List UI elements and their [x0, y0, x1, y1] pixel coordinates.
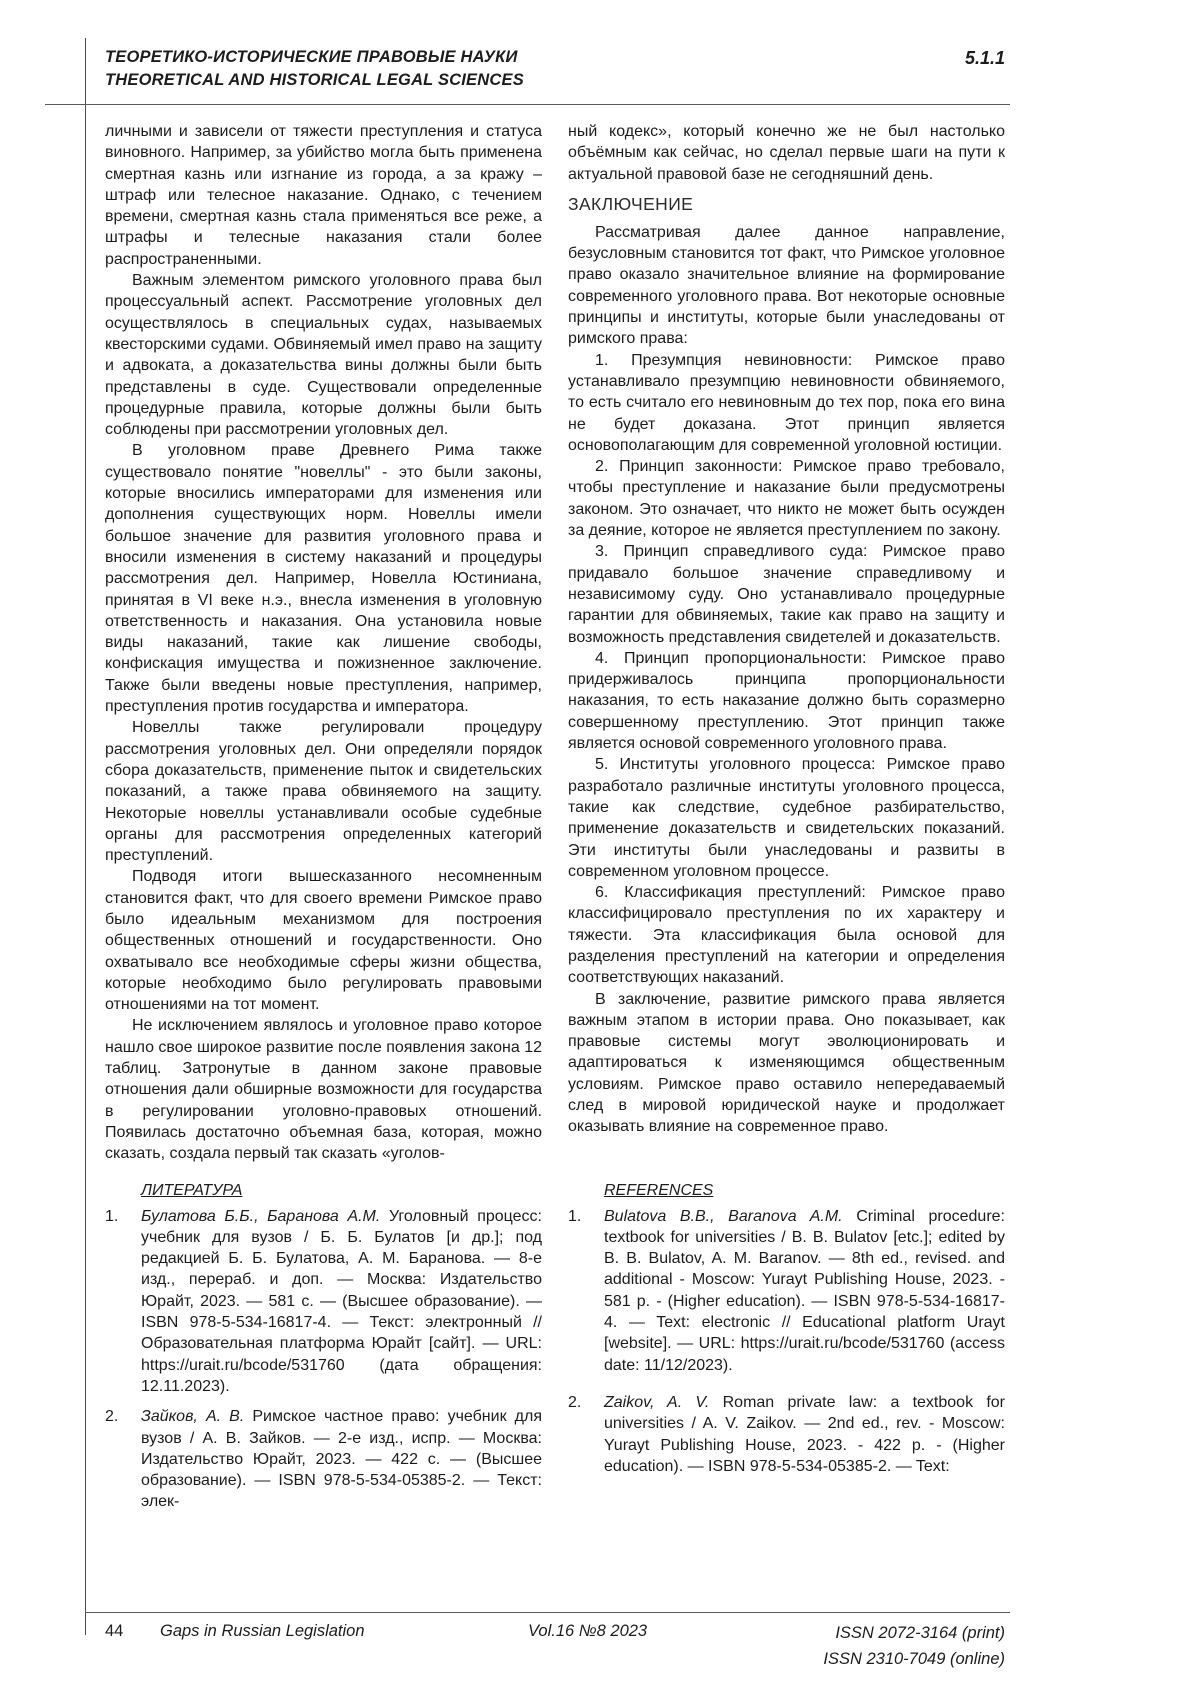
article-columns	[105, 121, 1005, 1165]
header-rule	[45, 104, 1010, 105]
paragraph: 1. Презумпция невиновности: Римское право устанавливало презумпцию невиновности обвиняемого, то есть считало его невиновным до тех пор, пока его вина не будет доказана. Этот принцип является основополагающим для современной уголовной юстиции.	[568, 351, 1005, 454]
ref-text	[141, 1406, 542, 1512]
left-column	[105, 121, 542, 1165]
section-title-en: THEORETICAL AND HISTORICAL LEGAL SCIENCES	[105, 71, 524, 89]
paragraph: ный кодекс», который конечно же не был настолько объёмным как сейчас, но сделал первые шаги на пути к актуальной правовой базе не сегодняшний день.	[568, 123, 1005, 183]
paragraph: В заключение, развитие римского права является важным этапом в истории права. Оно показывает, как правовые системы могут эволюционировать и адаптироваться к изменяющимся общественным условиям. Римское право оставило непередаваемый след в мировой юридической науке и продолжает оказывать влияние на современное право.	[568, 990, 1005, 1136]
ref-description: Римское частное право: учебник для вузов / А. В. Зайков. — 2-е изд., испр. — Москва: Издательство Юрайт, 2023. — 422 с. — (Высшее образование). — ISBN 978-5-534-05385-2. — Текст: элек-	[141, 1408, 542, 1511]
paragraph: Важным элементом римского уголовного права был процессуальный аспект. Рассмотрение уголовных дел осуществлялось в специальных судах, называемых квесторскими судами. Обвиняемый имел право на защиту и адвоката, а доказательства вины должны были быть представлены в суде. Существовали определенные процедурные правила, которые должны были быть соблюдены при рассмотрении уголовных дел.	[105, 272, 542, 439]
ref-authors: Зайков, А. В.	[141, 1408, 245, 1426]
paragraph: 2. Принцип законности: Римское право требовало, чтобы преступление и наказание были предусмотрены законом. Это означает, что никто не может быть осужден за деяние, которое не является преступлением по закону.	[568, 458, 1005, 540]
literature-item	[105, 1406, 542, 1512]
ref-text	[604, 1206, 1005, 1376]
footer-rule	[85, 1612, 1010, 1613]
right-column	[568, 121, 1005, 1165]
journal-title: Gaps in Russian Legislation	[160, 1622, 365, 1640]
paragraph: 5. Институты уголовного процесса: Римское право разработало различные институты уголовного процесса, такие как следствие, судебное разбирательство, применение доказательств и свидетельских показаний. Эти институты были унаследованы и развиты в современном уголовном процессе.	[568, 756, 1005, 880]
paragraph: Рассматривая далее данное направление, безусловным становится тот факт, что Римское уголовное право оказало значительное влияние на формирование современного уголовного права. Вот некоторые основные принципы и институты, которые были унаследованы от римского права:	[568, 223, 1005, 348]
ref-text	[604, 1392, 1005, 1477]
issn-block	[823, 1620, 1005, 1672]
volume-info: Vol.16 №8 2023	[528, 1622, 648, 1640]
ref-description: Roman private law: a textbook for universities / A. V. Zaikov. — 2nd ed., rev. - Moscow: Yurayt Publishing House, 2023. - 422 p. - (Higher education). — ISBN 978-5-534-05385-2. — Text:	[604, 1393, 1006, 1475]
paragraph: 3. Принцип справедливого суда: Римское право придавало большое значение справедливому и независимому суду. Оно устанавливало процедурные гарантии для обвиняемых, такие как право на защиту и возможность представления свидетелей и доказательств.	[568, 543, 1005, 646]
literature-section	[105, 1182, 542, 1522]
section-code: 5.1.1	[964, 48, 1005, 68]
literature-item	[105, 1206, 542, 1398]
paragraph: Не исключением являлось и уголовное право которое нашло свое широкое развитие после появления закона 12 таблиц. Затронутые в данном законе правовые отношения дали обширные возможности для государства в регулировании уголовно-правовых отношений. Появилась достаточно объемная база, которая, можно сказать, создала первый так сказать «уголов-	[105, 1017, 542, 1163]
reference-item	[568, 1392, 1005, 1477]
ref-description: Criminal procedure: textbook for universities / B. B. Bulatov [etc.]; edited by B. B. Bulatov, A. M. Baranov. — 8th ed., revised. and additional - Moscow: Yurayt Publishing House, 2023. - 581 p. - (Higher education). — ISBN 978-5-534-16817-4. — Text: electronic // Educational platform Urayt [website]. — URL: https://urait.ru/bcode/531760 (access date: 11/12/2023).	[604, 1207, 1005, 1374]
ref-authors: Булатова Б.Б., Баранова А.М.	[141, 1207, 381, 1225]
ref-text	[141, 1206, 542, 1398]
paragraph: Подводя итоги вышесказанного несомненным становится факт, что для своего времени Римское право было идеальным механизмом для построения общественных отношений и государственности. Оно охватывало все необходимые сферы жизни общества, которые необходимо было регулировать правовыми отношениями на тот момент.	[105, 868, 542, 1014]
paragraph: личными и зависели от тяжести преступления и статуса виновного. Например, за убийство могла быть применена смертная казнь или изгнание из города, а за кражу – штраф или телесное наказание. Однако, с течением времени, смертная казнь стала применяться все реже, а штрафы и телесные наказания стали более распространенными.	[105, 123, 542, 268]
section-title-ru: ТЕОРЕТИКО-ИСТОРИЧЕСКИЕ ПРАВОВЫЕ НАУКИ	[105, 48, 518, 66]
paragraph: Новеллы также регулировали процедуру рассмотрения уголовных дел. Они определяли порядок сбора доказательств, применение пыток и свидетельских показаний, а также права обвиняемого на защиту. Некоторые новеллы устанавливали особые судебные органы для рассмотрения определенных категорий преступлений.	[105, 719, 542, 865]
references-heading: REFERENCES	[604, 1181, 714, 1199]
paragraph: 4. Принцип пропорциональности: Римское право придерживалось принципа пропорциональности наказания, то есть наказание должно быть соразмерно совершенному преступлению. Этот принцип также является основой современного уголовного права.	[568, 649, 1005, 753]
page-footer	[105, 1620, 1005, 1682]
page-number: 44	[105, 1622, 124, 1640]
reference-item	[568, 1206, 1005, 1376]
ref-number: 1.	[568, 1207, 582, 1225]
ref-authors: Bulatova B.B., Baranova A.M.	[604, 1207, 843, 1225]
issn-print: ISSN 2072-3164 (print)	[835, 1624, 1005, 1642]
section-titles	[105, 46, 524, 92]
ref-description: Уголовный процесс: учебник для вузов / Б. Б. Булатов [и др.]; под редакцией Б. Б. Булатова, А. М. Баранова. — 8-е изд., перераб. и доп. — Москва: Издательство Юрайт, 2023. — 581 с. — (Высшее образование). — ISBN 978-5-534-16817-4. — Текст: электронный // Образовательная платформа Юрайт [сайт]. — URL: https://urait.ru/bcode/531760 (дата обращения: 12.11.2023).	[141, 1207, 543, 1395]
conclusion-heading: ЗАКЛЮЧЕНИЕ	[568, 193, 694, 214]
page-header	[105, 46, 1005, 92]
paragraph: 6. Классификация преступлений: Римское право классифицировало преступления по их характеру и тяжести. Эта классификация была основой для разделения преступлений на категории и определения соответствующих наказаний.	[568, 884, 1005, 987]
left-margin-line	[85, 38, 86, 1635]
paragraph: В уголовном праве Древнего Рима также существовало понятие "новеллы" - это были законы, которые вносились императорами для изменения или дополнения существующих норм. Новеллы имели большое значение для развития уголовного права и вносили изменения в систему наказаний и процедуры рассмотрения дел. Например, Новелла Юстиниана, принятая в VI веке н.э., внесла изменения в уголовную ответственность и наказания. Она установила новые виды наказаний, такие как лишение свободы, конфискация имущества и пожизненное заключение. Также были введены новые преступления, например, преступления против государства и императора.	[105, 442, 542, 716]
references-section	[568, 1182, 1005, 1522]
ref-authors: Zaikov, A. V.	[604, 1393, 710, 1411]
ref-number: 2.	[568, 1393, 582, 1411]
issn-online: ISSN 2310-7049 (online)	[823, 1650, 1005, 1668]
literature-heading: ЛИТЕРАТУРА	[141, 1181, 243, 1199]
references-row	[105, 1182, 1005, 1522]
ref-number: 1.	[105, 1207, 119, 1225]
ref-number: 2.	[105, 1408, 119, 1426]
page-content	[105, 121, 1005, 1522]
